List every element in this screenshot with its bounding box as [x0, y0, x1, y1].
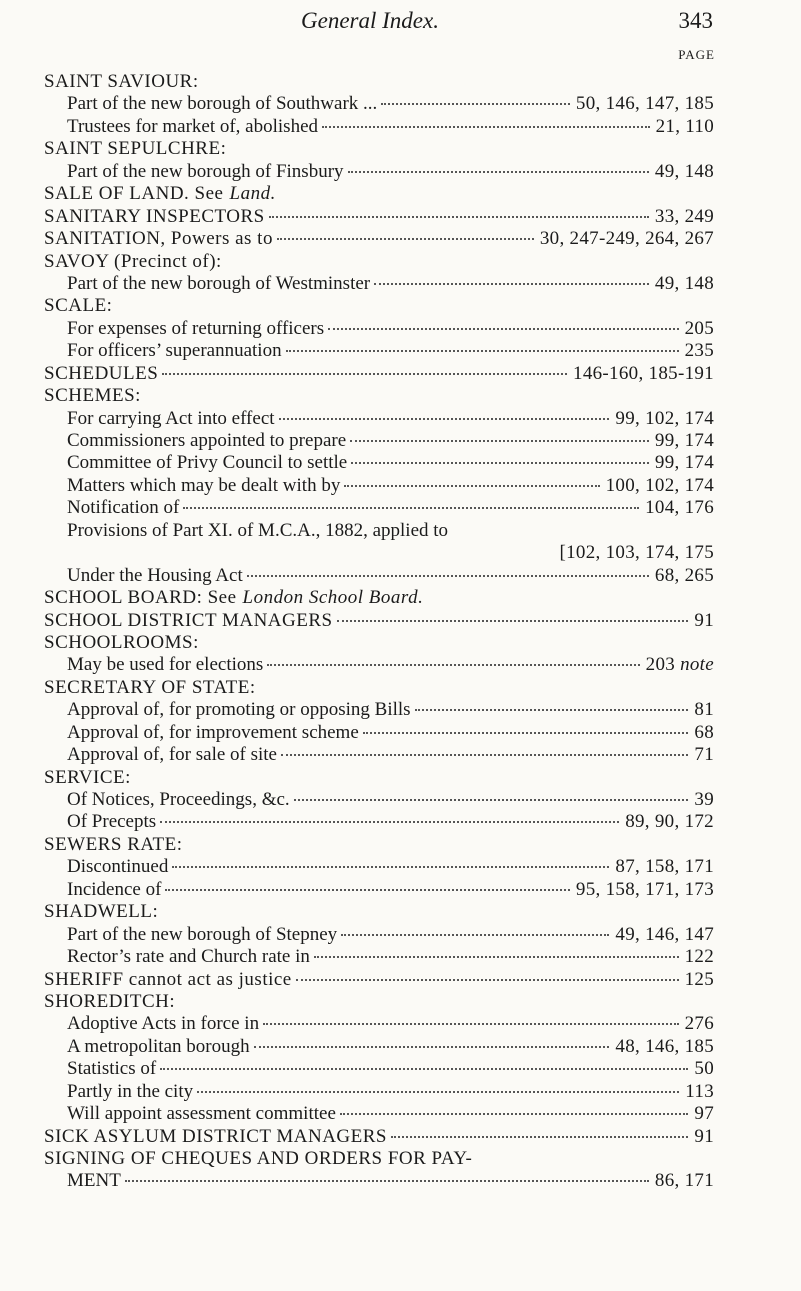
entry-pages	[685, 318, 714, 340]
entry-pages-text: 91	[694, 1125, 714, 1147]
entry-pages	[655, 565, 714, 587]
entry-label: For officers’ superannuation	[67, 340, 282, 362]
entry-pages-text: 97	[694, 1103, 714, 1125]
index-list	[44, 71, 714, 1193]
entry-pages	[655, 452, 714, 474]
leader-dots	[281, 753, 688, 756]
entry-label: SCALE:	[44, 295, 113, 317]
entry-pages-text: 49, 148	[654, 272, 714, 294]
entry-label: Trustees for market of, abolished	[67, 115, 318, 137]
index-subentry	[44, 856, 714, 878]
index-subentry	[44, 273, 714, 295]
leader-dots	[254, 1045, 610, 1048]
entry-label: Part of the new borough of Southwark ...	[67, 93, 378, 115]
leader-dots	[294, 798, 689, 801]
entry-pages	[540, 228, 714, 250]
entry-pages	[656, 116, 714, 138]
index-heading	[44, 385, 714, 407]
index-heading	[44, 969, 714, 991]
leader-dots	[247, 574, 649, 577]
running-title: General Index.	[301, 8, 439, 33]
entry-pages	[694, 610, 714, 632]
entry-pages	[694, 1103, 714, 1125]
index-subentry	[44, 542, 714, 564]
index-subentry	[44, 811, 714, 833]
index-subentry	[44, 475, 714, 497]
entry-label: SECRETARY OF STATE:	[44, 676, 256, 698]
entry-pages	[615, 1036, 714, 1058]
leader-dots	[415, 708, 689, 711]
entry-label: Of Notices, Proceedings, &c.	[67, 789, 290, 810]
entry-pages-text: 89, 90, 172	[625, 811, 714, 833]
index-subentry	[44, 744, 714, 766]
entry-pages-text: 50, 146, 147, 185	[575, 93, 714, 115]
index-heading	[44, 138, 714, 160]
index-heading	[44, 71, 714, 93]
leader-dots	[267, 663, 639, 666]
entry-pages	[685, 969, 714, 991]
index-subentry	[44, 946, 714, 968]
index-heading	[44, 363, 714, 385]
index-subentry	[44, 699, 714, 721]
entry-pages-text: 30, 247-249, 264, 267	[539, 228, 714, 250]
entry-pages-text: 100, 102, 174	[605, 474, 714, 496]
entry-pages-text: 205	[684, 317, 714, 339]
index-subentry	[44, 1081, 714, 1103]
index-subentry	[44, 1058, 714, 1080]
leader-dots	[296, 978, 679, 981]
entry-label: MENT	[67, 1170, 121, 1192]
entry-pages	[655, 430, 714, 452]
entry-label: SICK ASYLUM DISTRICT MANAGERS	[44, 1125, 388, 1147]
entry-pages-text: 81	[694, 699, 714, 721]
entry-pages	[694, 722, 714, 744]
entry-pages	[655, 273, 714, 295]
leader-dots	[363, 731, 689, 734]
entry-pages-text: 122	[684, 946, 714, 968]
entry-pages	[655, 161, 714, 183]
index-heading	[44, 1148, 714, 1170]
leader-dots	[341, 933, 609, 936]
entry-pages-text: 95, 158, 171, 173	[575, 878, 714, 900]
entry-label: Discontinued	[67, 856, 169, 878]
entry-label: SANITARY INSPECTORS	[44, 205, 265, 227]
leader-dots	[322, 125, 650, 128]
entry-label: SCHEMES:	[44, 385, 141, 407]
entry-label: Under the Housing Act	[67, 564, 243, 586]
leader-dots	[286, 349, 679, 352]
entry-label: SHADWELL:	[44, 901, 159, 923]
leader-dots	[340, 1112, 689, 1115]
entry-pages	[576, 879, 714, 901]
entry-pages-text: 68, 265	[654, 564, 714, 586]
entry-label: SERVICE:	[44, 766, 131, 788]
index-subentry	[44, 1013, 714, 1035]
leader-dots	[160, 820, 619, 823]
index-heading	[44, 1126, 714, 1148]
entry-pages-text: 86, 171	[654, 1170, 714, 1192]
entry-label: Part of the new borough of Westminster	[67, 272, 371, 294]
index-subentry	[44, 1036, 714, 1058]
index-subentry	[44, 497, 714, 519]
index-heading	[44, 183, 714, 205]
entry-label: Part of the new borough of Finsbury	[67, 160, 344, 182]
entry-pages-text: 104, 176	[645, 497, 714, 519]
entry-pages	[694, 699, 714, 721]
entry-pages-text: 33, 249	[654, 205, 714, 227]
entry-pages-text: 91	[694, 609, 714, 631]
see-reference: Land.	[229, 183, 276, 205]
entry-label: SAVOY (Precinct of):	[44, 250, 222, 272]
entry-label: Approval of, for improvement scheme	[67, 721, 359, 743]
index-subentry	[44, 93, 714, 115]
entry-pages-text: 87, 158, 171	[615, 856, 714, 878]
entry-label: Notification of	[67, 497, 180, 519]
entry-pages	[694, 1058, 714, 1080]
leader-dots	[172, 865, 609, 868]
entry-pages	[576, 93, 714, 115]
index-subentry	[44, 520, 714, 542]
entry-pages-text: 71	[694, 744, 714, 766]
entry-pages	[685, 1013, 714, 1035]
index-heading	[44, 991, 714, 1013]
leader-dots	[183, 506, 639, 509]
running-head	[0, 8, 801, 38]
index-heading	[44, 677, 714, 699]
leader-dots	[279, 417, 610, 420]
index-subentry	[44, 340, 714, 362]
entry-pages: [102, 103, 174, 175	[559, 542, 714, 564]
index-subentry	[44, 654, 714, 676]
entry-label: Rector’s rate and Church rate in	[67, 946, 310, 968]
entry-label: SANITATION, Powers as to	[44, 228, 273, 250]
entry-label: For carrying Act into effect	[67, 407, 275, 429]
leader-dots	[328, 327, 678, 330]
leader-dots	[277, 237, 534, 240]
entry-label: Commissioners appointed to prepare	[67, 430, 347, 451]
leader-dots	[269, 215, 649, 218]
entry-pages	[645, 497, 714, 519]
index-subentry	[44, 116, 714, 138]
leader-dots	[391, 1135, 688, 1138]
entry-pages-text: 68	[694, 721, 714, 743]
entry-pages-text: 48, 146, 185	[615, 1035, 714, 1057]
entry-pages	[606, 475, 714, 497]
entry-pages-text: 235	[684, 340, 714, 362]
leader-dots	[165, 888, 569, 891]
entry-label: Adoptive Acts in force in	[67, 1013, 260, 1035]
entry-label: SAINT SAVIOUR:	[44, 71, 199, 92]
entry-label: SHERIFF cannot act as justice	[44, 968, 292, 990]
entry-pages-text: 99, 174	[654, 430, 714, 451]
entry-pages-text: 50	[694, 1058, 714, 1080]
entry-pages	[573, 363, 714, 385]
entry-pages	[625, 811, 714, 833]
leader-dots	[374, 282, 649, 285]
index-subentry	[44, 161, 714, 183]
entry-label: Will appoint assessment committee	[67, 1103, 336, 1125]
entry-pages	[615, 408, 714, 430]
entry-label: Approval of, for sale of site	[67, 744, 277, 766]
entry-label: SCHEDULES	[44, 362, 159, 384]
entry-pages-text: 276	[684, 1013, 714, 1035]
leader-dots	[348, 170, 649, 173]
page-column-label: PAGE	[678, 47, 715, 62]
leader-dots	[160, 1067, 688, 1070]
leader-dots	[350, 439, 649, 442]
index-heading	[44, 834, 714, 856]
entry-pages-text: 21, 110	[655, 115, 714, 137]
entry-label: SCHOOL DISTRICT MANAGERS	[44, 609, 333, 631]
index-subentry	[44, 722, 714, 744]
entry-pages-text: 39	[694, 789, 714, 810]
leader-dots	[314, 955, 679, 958]
index-heading	[44, 587, 714, 609]
leader-dots	[337, 619, 689, 622]
entry-pages-text: 49, 148	[654, 160, 714, 182]
entry-pages	[694, 1126, 714, 1148]
index-heading	[44, 206, 714, 228]
entry-pages-text: 203	[645, 654, 676, 676]
index-heading	[44, 228, 714, 250]
index-subentry	[44, 789, 714, 811]
entry-pages-text: 99, 102, 174	[615, 407, 714, 429]
index-subentry	[44, 318, 714, 340]
entry-label: Committee of Privy Council to settle	[67, 452, 348, 474]
entry-label: SHOREDITCH:	[44, 990, 176, 1012]
entry-label: Partly in the city	[67, 1080, 194, 1102]
index-heading	[44, 610, 714, 632]
leader-dots	[162, 372, 567, 375]
leader-dots	[125, 1179, 649, 1182]
entry-pages	[615, 856, 714, 878]
leader-dots	[381, 102, 570, 105]
entry-label: Of Precepts	[67, 811, 157, 833]
page-number: 343	[678, 8, 713, 33]
entry-label: For expenses of returning officers	[67, 317, 325, 339]
entry-label: SCHOOLROOMS:	[44, 631, 199, 653]
index-heading	[44, 251, 714, 273]
entry-label: Provisions of Part XI. of M.C.A., 1882, applied to	[67, 519, 449, 541]
index-subentry	[44, 1103, 714, 1125]
entry-pages-text: 146-160, 185-191	[573, 362, 714, 384]
leader-dots	[351, 461, 649, 464]
entry-pages-text: 113	[685, 1080, 714, 1102]
entry-label: SCHOOL BOARD: See	[44, 587, 237, 609]
spacer	[71, 553, 553, 554]
index-heading	[44, 901, 714, 923]
entry-pages-text: 99, 174	[654, 452, 714, 474]
entry-pages	[646, 654, 714, 676]
see-reference: London School Board.	[242, 587, 424, 609]
entry-note: note	[680, 654, 714, 676]
index-subentry	[44, 924, 714, 946]
index-heading	[44, 632, 714, 654]
entry-label: Matters which may be dealt with by	[67, 474, 341, 496]
entry-label: SEWERS RATE:	[44, 833, 183, 855]
index-subentry	[44, 565, 714, 587]
entry-pages	[615, 924, 714, 946]
entry-pages-text: 49, 146, 147	[615, 923, 714, 945]
index-subentry	[44, 430, 714, 452]
index-subentry	[44, 452, 714, 474]
index-subentry	[44, 408, 714, 430]
entry-pages	[694, 744, 714, 766]
leader-dots	[263, 1022, 679, 1025]
entry-pages	[685, 946, 714, 968]
entry-label: Incidence of	[67, 878, 162, 900]
entry-label: A metropolitan borough	[67, 1035, 250, 1057]
entry-pages	[655, 1170, 714, 1192]
index-heading	[44, 767, 714, 789]
entry-label: SAINT SEPULCHRE:	[44, 138, 227, 160]
entry-pages	[655, 206, 714, 228]
entry-pages	[685, 1081, 714, 1103]
entry-label: Statistics of	[67, 1058, 157, 1080]
index-subentry	[44, 1170, 714, 1192]
entry-label: Approval of, for promoting or opposing Bills	[67, 699, 411, 721]
entry-label: SALE OF LAND. See	[44, 183, 224, 205]
entry-pages	[685, 340, 714, 362]
entry-label: May be used for elections	[67, 654, 264, 676]
leader-dots	[197, 1090, 679, 1093]
entry-label: SIGNING OF CHEQUES AND ORDERS FOR PAY-	[44, 1148, 473, 1169]
index-subentry	[44, 879, 714, 901]
index-heading	[44, 295, 714, 317]
entry-label: Part of the new borough of Stepney	[67, 923, 338, 945]
entry-pages-text: 125	[684, 968, 714, 990]
leader-dots	[344, 484, 599, 487]
entry-pages	[694, 789, 714, 811]
